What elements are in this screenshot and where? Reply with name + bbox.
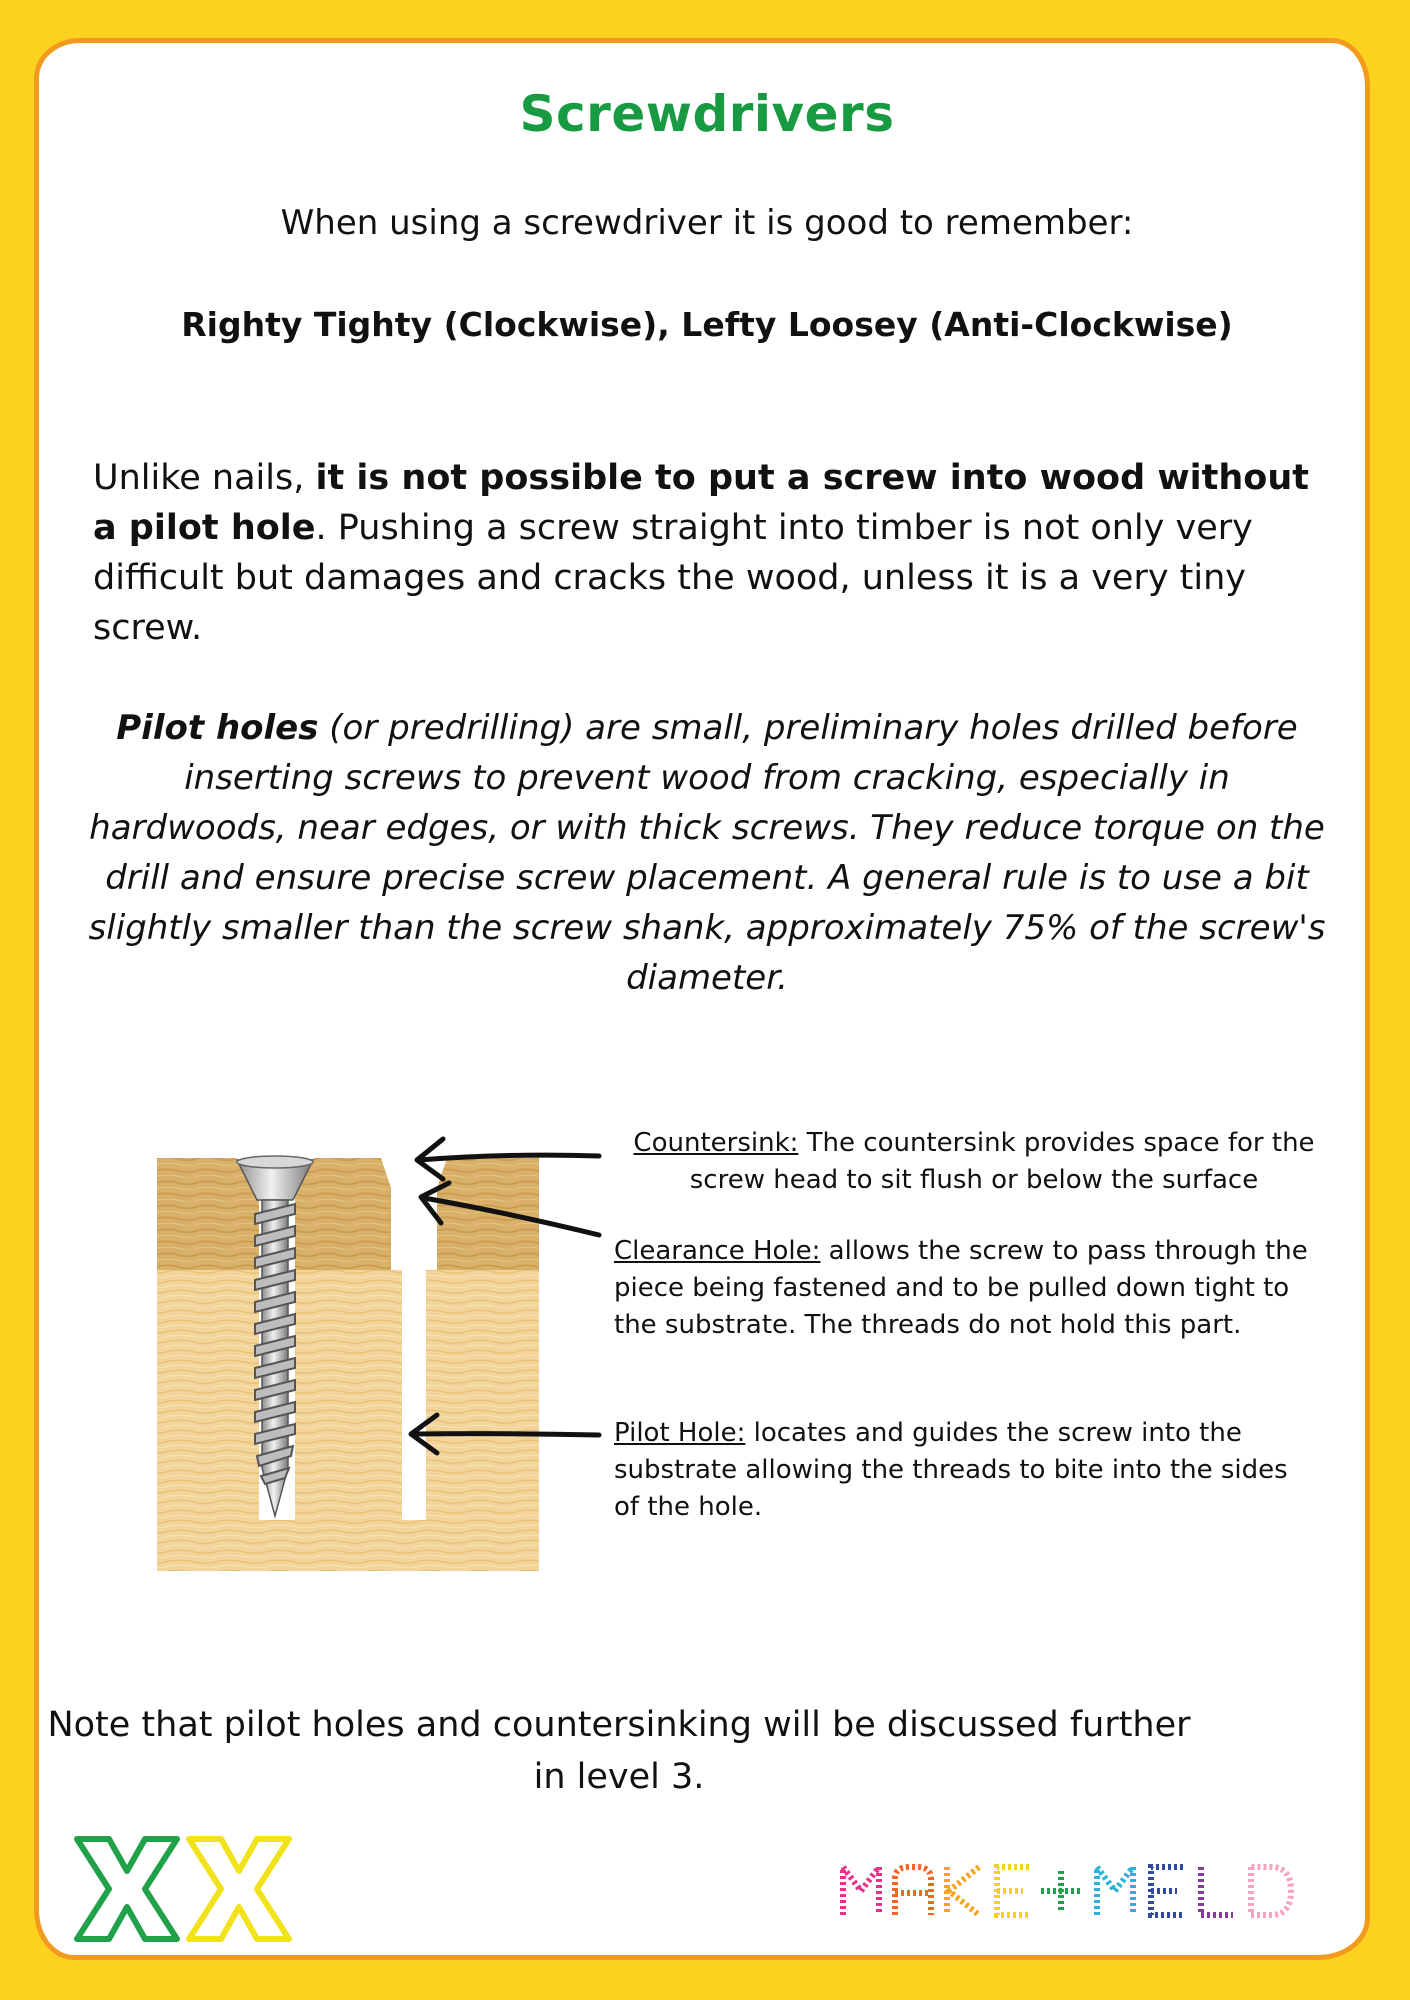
callout-clearance [614, 1233, 1314, 1344]
callout-pilot [614, 1415, 1314, 1526]
pointer-arrows [39, 43, 1375, 1965]
rule-text: Righty Tighty (Clockwise), Lefty Loosey (Anti-Clockwise) [181, 305, 1233, 344]
paragraph-nails-lead: Unlike nails, [93, 458, 316, 498]
paragraph-pilot-rest: (or predrilling) are small, preliminary holes drilled before inserting screws to prevent wood from cracking, especially in hardwoods, near edges, or with thick screws. They reduce torque on the drill and ensure precise screw placement. A general rule is to use a bit slightly smaller than the screw shank, approximately 75% of the screw's diameter. [88, 708, 1326, 998]
paragraph-pilot-bold: Pilot holes [116, 708, 319, 748]
callout-clearance-term: Clearance Hole: [614, 1236, 821, 1266]
callout-countersink-term: Countersink: [633, 1128, 799, 1158]
paragraph-nails-bold: it is not possible to put a screw into wood without a pilot hole [93, 458, 1310, 548]
arrow-clearance [424, 1198, 599, 1235]
callout-countersink [614, 1125, 1334, 1199]
paragraph-nails-rest: . Pushing a screw straight into timber is not only very difficult but damages and cracks the wood, unless it is a very tiny screw. [93, 508, 1253, 648]
callout-countersink-text: The countersink provides space for the screw head to sit flush or below the surface [689, 1128, 1315, 1195]
content-card [34, 38, 1370, 1960]
callout-clearance-text: allows the screw to pass through the piece being fastened and to be pulled down tight to the substrate. The threads do not hold this part. [614, 1236, 1308, 1340]
arrow-pilot [414, 1434, 599, 1435]
make-meld-logo-text: MAKE+MELD [839, 1919, 846, 1920]
page-title: Screwdrivers [519, 85, 895, 143]
callout-pilot-term: Pilot Hole: [614, 1418, 746, 1448]
arrow-countersink [419, 1155, 599, 1160]
callout-pilot-text: locates and guides the screw into the substrate allowing the threads to bite into the sides of the hole. [614, 1418, 1288, 1522]
make-meld-logo [839, 1861, 1339, 1921]
intro-text: When using a screwdriver it is good to remember: [280, 203, 1134, 243]
xx-logo-icon [69, 1833, 299, 1945]
note-text: Note that pilot holes and countersinking will be discussed further in level 3. [47, 1705, 1191, 1797]
